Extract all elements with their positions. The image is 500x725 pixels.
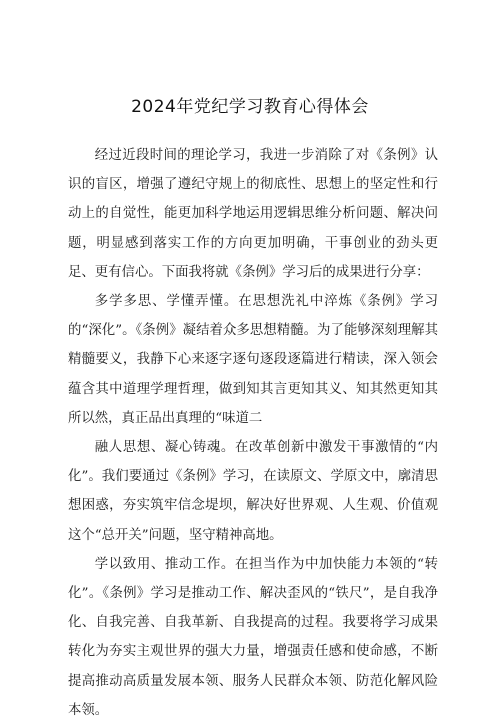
paragraph-deepen: 多学多思、学懂弄懂。在思想洗礼中淬炼《条例》学习的“深化”。《条例》凝结着众多思想精髓。为了能够深刻理解其精髓要义，我静下心来逐字逐句逐段逐篇进行精读，深入领会蕴含其中道理学理哲理，做到知其言更知其义、知其然更知其所以然，真正品出真理的“味道二	[68, 294, 438, 426]
paragraph-transform: 学以致用、推动工作。在担当作为中加快能力本领的“转化”。《条例》学习是推动工作、解决歪风的“铁尺”，是自我净化、自我完善、自我革新、自我提高的过程。我要将学习成果转化为夯实主观世界的强大力量，增强责任感和使命感，不断提高推动高质量发展本领、服务人民群众本领、防范化解风险本领。	[68, 556, 438, 718]
document-title: 2024年党纪学习教育心得体会	[131, 97, 369, 117]
paragraph-intro: 经过近段时间的理论学习，我进一步消除了对《条例》认识的盲区，增强了遵纪守规上的彻底性、思想上的坚定性和行动上的自觉性，能更加科学地运用逻辑思维分析问题、解决问题，明显感到落实工作的方向更加明确，干事创业的劲头更足、更有信心。下面我将就《条例》学习后的成果进行分享：	[68, 148, 438, 280]
paragraph-internalize: 融人思想、凝心铸魂。在改革创新中激发干事激情的“内化”。我们要通过《条例》学习，在读原文、学原文中，廓清思想困惑，夯实筑牢信念堤坝，解决好世界观、人生观、价值观这个“总开关”问题，坚守精神高地。	[68, 440, 438, 543]
document-body	[68, 141, 438, 725]
